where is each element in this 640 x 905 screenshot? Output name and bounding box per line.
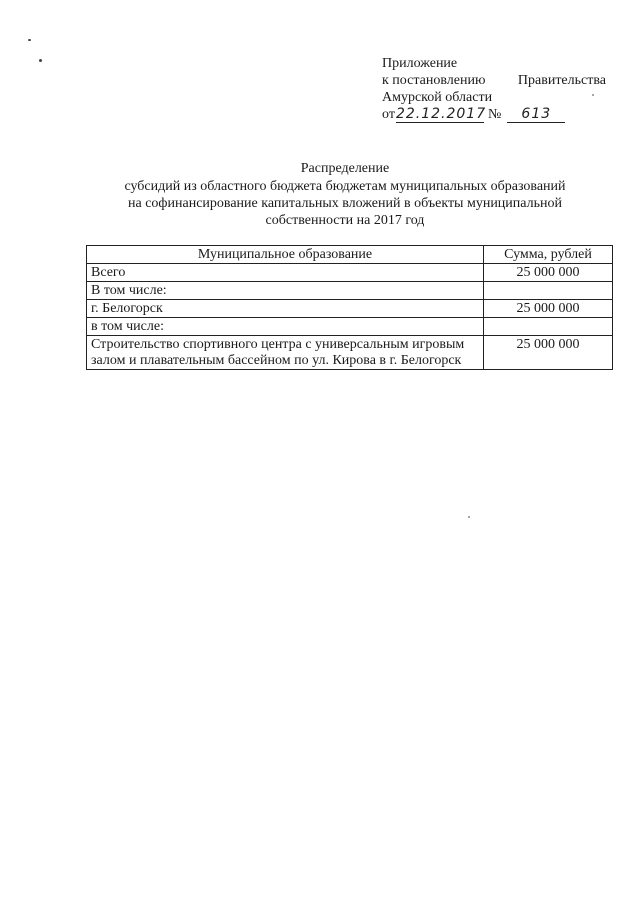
row-amount: 25 000 000 (484, 264, 613, 282)
appendix-region: Амурской области (382, 90, 493, 105)
appendix-title: Приложение (382, 56, 458, 71)
row-name: В том числе: (87, 282, 484, 300)
scan-speck (468, 516, 470, 518)
document-subtitle-line: на софинансирование капитальных вложений в объекты муниципальной (128, 196, 562, 211)
row-amount: 25 000 000 (484, 300, 613, 318)
appendix-resolution-left: к постановлению (382, 73, 486, 88)
scan-speck (39, 59, 42, 62)
distribution-table (86, 245, 613, 370)
document-heading (90, 160, 600, 229)
document-subtitle-line: субсидий из областного бюджета бюджетам муниципальных образований (124, 179, 566, 194)
table-row (87, 264, 613, 282)
row-amount: 25 000 000 (484, 336, 613, 370)
appendix-date-line (382, 106, 622, 123)
row-name: Всего (87, 264, 484, 282)
column-header-amount: Сумма, рублей (484, 246, 613, 264)
table-row (87, 300, 613, 318)
row-amount (484, 318, 613, 336)
row-name: Строительство спортивного центра с универсальным игровым залом и плавательным бассейном по ул. Кирова в г. Белогорск (87, 336, 484, 370)
column-header-municipality: Муниципальное образование (87, 246, 484, 264)
table-row (87, 336, 613, 370)
table-row (87, 318, 613, 336)
handwritten-date: 22.12.2017 (395, 106, 487, 122)
row-name: в том числе: (87, 318, 484, 336)
date-prefix: от (382, 107, 395, 122)
appendix-resolution-line (382, 72, 606, 89)
document-title: Распределение (300, 161, 390, 176)
row-name: г. Белогорск (87, 300, 484, 318)
row-amount (484, 282, 613, 300)
document-subtitle-line: собственности на 2017 год (265, 213, 425, 228)
number-sign: № (487, 107, 502, 122)
appendix-block (382, 55, 622, 123)
scan-speck (28, 39, 31, 41)
table-row (87, 282, 613, 300)
appendix-resolution-right: Правительства (517, 73, 606, 88)
handwritten-number: 613 (507, 107, 565, 123)
table-header-row (87, 246, 613, 264)
